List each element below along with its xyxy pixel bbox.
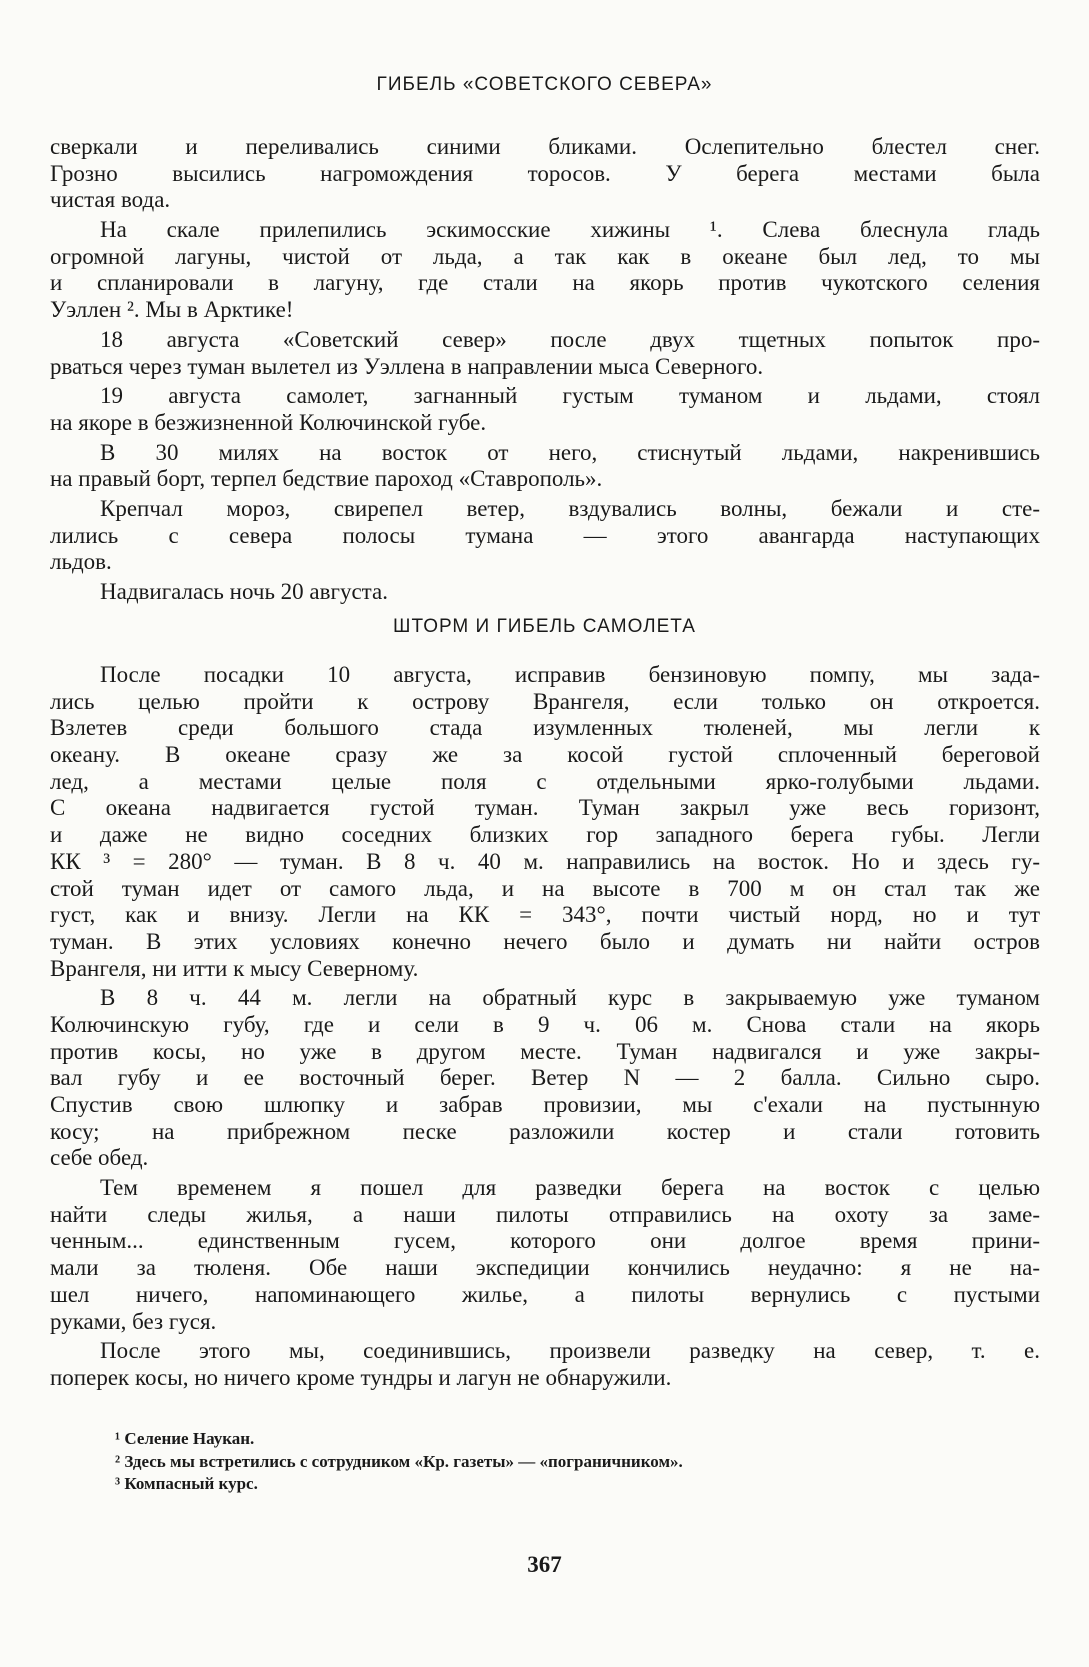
text-line: Взлетев среди большого стада изумленных тюленей, мы легли к <box>50 715 1040 741</box>
text-line: Колючинскую губу, где и сели в 9 ч. 06 м. Снова стали на якорь <box>50 1011 1040 1037</box>
paragraph <box>50 383 1040 436</box>
text-line: лились с севера полосы тумана — этого авангарда наступающих <box>50 522 1040 548</box>
text-line: руками, без гуся. <box>50 1308 217 1334</box>
text-line: себе обед. <box>50 1145 149 1171</box>
text-line: Грозно высились нагромождения торосов. У берега местами была <box>50 160 1040 186</box>
text-line: Крепчал мороз, свирепел ветер, вздувались волны, бежали и сте- <box>100 495 1040 521</box>
text-line: на правый борт, терпел бедствие пароход «Ставрополь». <box>50 466 603 492</box>
text-line: льдов. <box>50 549 112 575</box>
text-line: шел ничего, напоминающего жилье, а пилоты вернулись с пустыми <box>50 1281 1040 1307</box>
text-line: и спланировали в лагуну, где стали на якорь против чукотского селения <box>50 270 1040 296</box>
text-line: С океана надвигается густой туман. Туман закрыл уже весь горизонт, <box>50 795 1040 821</box>
text-line: Надвигалась ночь 20 августа. <box>100 579 388 604</box>
text-line: лед, а местами целые поля с отдельными ярко-голубыми льдами. <box>50 768 1040 794</box>
paragraph <box>50 579 1040 606</box>
text-line: 18 августа «Советский север» после двух тщетных попыток про- <box>100 326 1040 352</box>
paragraph <box>50 662 1040 982</box>
text-line: чистая вода. <box>50 187 171 213</box>
text-line: КК ³ = 280° — туман. В 8 ч. 40 м. направились на восток. Но и здесь гу- <box>50 848 1040 874</box>
text-line: косу; на прибрежном песке разложили костер и стали готовить <box>50 1118 1040 1144</box>
footnotes <box>115 1428 683 1496</box>
text-line: поперек косы, но ничего кроме тундры и лагун не обнаружили. <box>50 1364 672 1390</box>
section-2-body <box>50 662 1040 1395</box>
text-line: Врангеля, ни итти к мысу Северному. <box>50 955 419 981</box>
section-heading: ШТОРМ И ГИБЕЛЬ САМОЛЕТА <box>393 616 696 637</box>
running-header: ГИБЕЛЬ «СОВЕТСКОГО СЕВЕРА» <box>376 74 713 95</box>
text-line: 19 августа самолет, загнанный густым туманом и льдами, стоял <box>100 383 1040 409</box>
text-line: океану. В океане сразу же за косой густой сплоченный береговой <box>50 742 1040 768</box>
text-line: сверкали и переливались синими бликами. Ослепительно блестел снег. <box>50 134 1040 159</box>
paragraph <box>50 496 1040 576</box>
text-line: стой туман идет от самого льда, и на высоте в 700 м он стал так же <box>50 875 1040 901</box>
text-line: В 30 милях на восток от него, стиснутый льдами, накренившись <box>100 439 1040 465</box>
text-line: лись целью пройти к острову Врангеля, если только он откроется. <box>50 688 1040 714</box>
paragraph <box>50 985 1040 1172</box>
page-number: 367 <box>527 1552 562 1577</box>
text-line: После этого мы, соединившись, произвели разведку на север, т. е. <box>100 1338 1040 1364</box>
paragraph <box>50 327 1040 380</box>
text-line: После посадки 10 августа, исправив бензиновую помпу, мы зада- <box>100 662 1040 687</box>
paragraph <box>50 217 1040 324</box>
paragraph <box>50 134 1040 214</box>
text-line: В 8 ч. 44 м. легли на обратный курс в закрываемую уже туманом <box>100 985 1040 1011</box>
text-line: Спустив свою шлюпку и забрав провизии, мы с'ехали на пустынную <box>50 1092 1040 1117</box>
text-line: густ, как и внизу. Легли на КК = 343°, почти чистый норд, но и тут <box>50 902 1040 928</box>
text-line: и даже не видно соседних близких гор западного берега губы. Легли <box>50 822 1040 848</box>
text-line: мали за тюленя. Обе наши экспедиции кончились неудачно: я не на- <box>50 1255 1040 1281</box>
paragraph <box>50 1175 1040 1335</box>
text-line: вал губу и ее восточный берег. Ветер N — 2 балла. Сильно сыро. <box>50 1065 1040 1091</box>
paragraph <box>50 1338 1040 1391</box>
footnote-2: ² Здесь мы встретились с сотрудником «Кр. газеты» — «пограничником». <box>115 1451 683 1471</box>
text-line: на якоре в безжизненной Колючинской губе. <box>50 409 487 435</box>
text-line: против косы, но уже в другом месте. Туман надвигался и уже закры- <box>50 1038 1040 1064</box>
text-line: рваться через туман вылетел из Уэллена в направлении мыса Северного. <box>50 353 764 379</box>
text-line: Уэллен ². Мы в Арктике! <box>50 297 294 323</box>
text-line: На скале прилепились эскимосские хижины ¹. Слева блеснула гладь <box>100 217 1040 243</box>
section-1-body <box>50 134 1040 609</box>
text-line: огромной лагуны, чистой от льда, а так как в океане был лед, то мы <box>50 243 1040 269</box>
text-line: Тем временем я пошел для разведки берега на восток с целью <box>100 1175 1040 1201</box>
paragraph <box>50 440 1040 493</box>
text-line: ченным... единственным гусем, которого они долгое время прини- <box>50 1228 1040 1254</box>
footnote-1: ¹ Селение Наукан. <box>115 1429 255 1448</box>
text-line: туман. В этих условиях конечно нечего было и думать ни найти остров <box>50 928 1040 954</box>
footnote-3: ³ Компасный курс. <box>115 1474 258 1493</box>
text-line: найти следы жилья, а наши пилоты отправились на охоту за заме- <box>50 1201 1040 1227</box>
